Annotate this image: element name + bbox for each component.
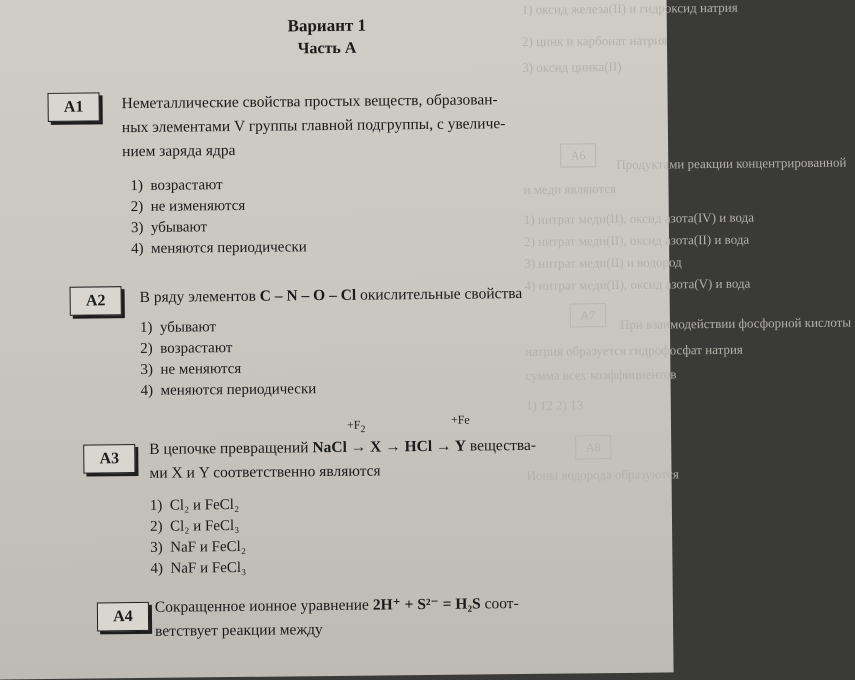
reagent-above-arrow: +Fe [450, 412, 470, 427]
bleed-text: Ионы водорода образуются [526, 466, 679, 483]
bleed-box: А7 [570, 303, 606, 327]
question-text-line: нием заряда ядра [122, 141, 236, 161]
reagent-above-arrow: $+F_2$ [346, 417, 366, 436]
question-number-box: A2 [70, 286, 122, 316]
question-text-prefix: В ряду элементов [139, 287, 260, 306]
answer-option[interactable] [150, 558, 246, 580]
option-text: Cl₂ и FeCl₂ [169, 496, 240, 514]
option-number: 3) [130, 219, 144, 237]
answer-option[interactable] [131, 216, 307, 239]
bleed-text: 3) оксид цинка(II) [522, 58, 622, 75]
transformation-chain: NaCl → X → HCl → Y [312, 437, 467, 457]
answer-option[interactable] [141, 379, 317, 402]
bleed-text: натрия образуется гидрофосфат натрия [525, 341, 743, 359]
question-text-line: Сокращенное ионное уравнение 2H⁺ + S²⁻ = H₂S соот- [154, 595, 519, 616]
option-text: не меняются [160, 360, 242, 378]
option-number: 4) [150, 560, 164, 577]
option-text: Cl₂ и FeCl₃ [169, 517, 240, 535]
bleed-text: 2) нитрат меди(II), оксид азота(II) и вода [523, 231, 750, 249]
question-text [140, 281, 590, 310]
bleed-box: А6 [560, 143, 596, 167]
answer-option[interactable] [140, 358, 316, 381]
question-text-line: В цепочке превращений NaCl → X → HCl → Y вещества- [149, 436, 537, 458]
question-text-line: ветствует реакции между [155, 621, 323, 640]
option-number: 2) [130, 198, 144, 216]
bleed-text: 1) оксид железа(II) и гидроксид натрия [521, 0, 738, 17]
bleed-text: 3) нитрат меди(II) и водород [524, 254, 682, 271]
option-number: 3) [140, 361, 153, 378]
part-title: Часть А [297, 39, 357, 58]
question-text [155, 591, 615, 644]
answer-option[interactable] [140, 316, 316, 339]
answer-option[interactable] [140, 337, 316, 360]
option-number: 2) [140, 340, 153, 357]
option-text: убывают [159, 319, 217, 336]
answer-option[interactable] [130, 174, 306, 197]
bleed-text: При взаимодействии фосфорной кислоты [619, 314, 852, 332]
bleed-text: и меди являются [523, 180, 617, 197]
answer-option[interactable] [150, 537, 246, 559]
question-number-box: A3 [83, 444, 135, 474]
option-text: NaF и FeCl₃ [170, 559, 247, 577]
bleed-box: А8 [575, 435, 611, 459]
option-text: не изменяются [150, 197, 246, 215]
option-text: меняются периодически [151, 239, 307, 257]
bleed-text: Продуктами реакции концентрированной [616, 154, 847, 172]
variant-title: Вариант 1 [287, 15, 367, 36]
option-number: 1) [149, 497, 163, 514]
option-number: 1) [130, 177, 144, 195]
question-text-line: ми X и Y соответственно являются [149, 462, 381, 482]
answer-option[interactable] [131, 237, 307, 260]
bleed-text: 1) нитрат меди(II), оксид азота(IV) и вода [523, 209, 755, 227]
answer-options [150, 495, 247, 580]
option-text: возрастают [160, 340, 233, 357]
answer-option[interactable] [150, 495, 246, 517]
answer-option[interactable] [131, 195, 307, 218]
option-text: NaF и FeCl₂ [170, 538, 247, 556]
question-text-suffix: окислительные свойства [356, 284, 523, 304]
answer-options [130, 174, 306, 260]
option-number: 4) [131, 240, 144, 258]
option-number: 3) [150, 539, 163, 556]
answer-option[interactable] [150, 516, 246, 538]
option-text: возрастают [150, 177, 223, 194]
ionic-equation: 2H⁺ + S²⁻ = H₂S [372, 595, 481, 614]
option-text: убывают [150, 219, 208, 236]
bleed-text: 2) цинк и карбонат натрия [521, 32, 668, 49]
bleed-text: сумма всех коэффициентов [525, 366, 677, 383]
option-text: меняются периодически [160, 381, 317, 399]
option-number: 2) [149, 518, 163, 535]
question-text [149, 433, 609, 486]
question-number-box: A4 [97, 602, 149, 632]
element-series: C – N – O – Cl [259, 286, 357, 305]
bleed-text: 4) нитрат меди(II), оксид азота(V) и вода [524, 275, 751, 293]
question-number-box: A1 [47, 92, 99, 122]
answer-options [140, 316, 316, 402]
question-text [121, 87, 572, 164]
question-text-line: ных элементами V группы главной подгруппы, с увеличе- [121, 115, 506, 137]
question-text-line: Неметаллические свойства простых веществ, образован- [121, 91, 498, 113]
bleed-text: 1) 12 2) 13 [525, 397, 584, 413]
option-number: 4) [140, 382, 154, 399]
option-number: 1) [139, 319, 153, 336]
